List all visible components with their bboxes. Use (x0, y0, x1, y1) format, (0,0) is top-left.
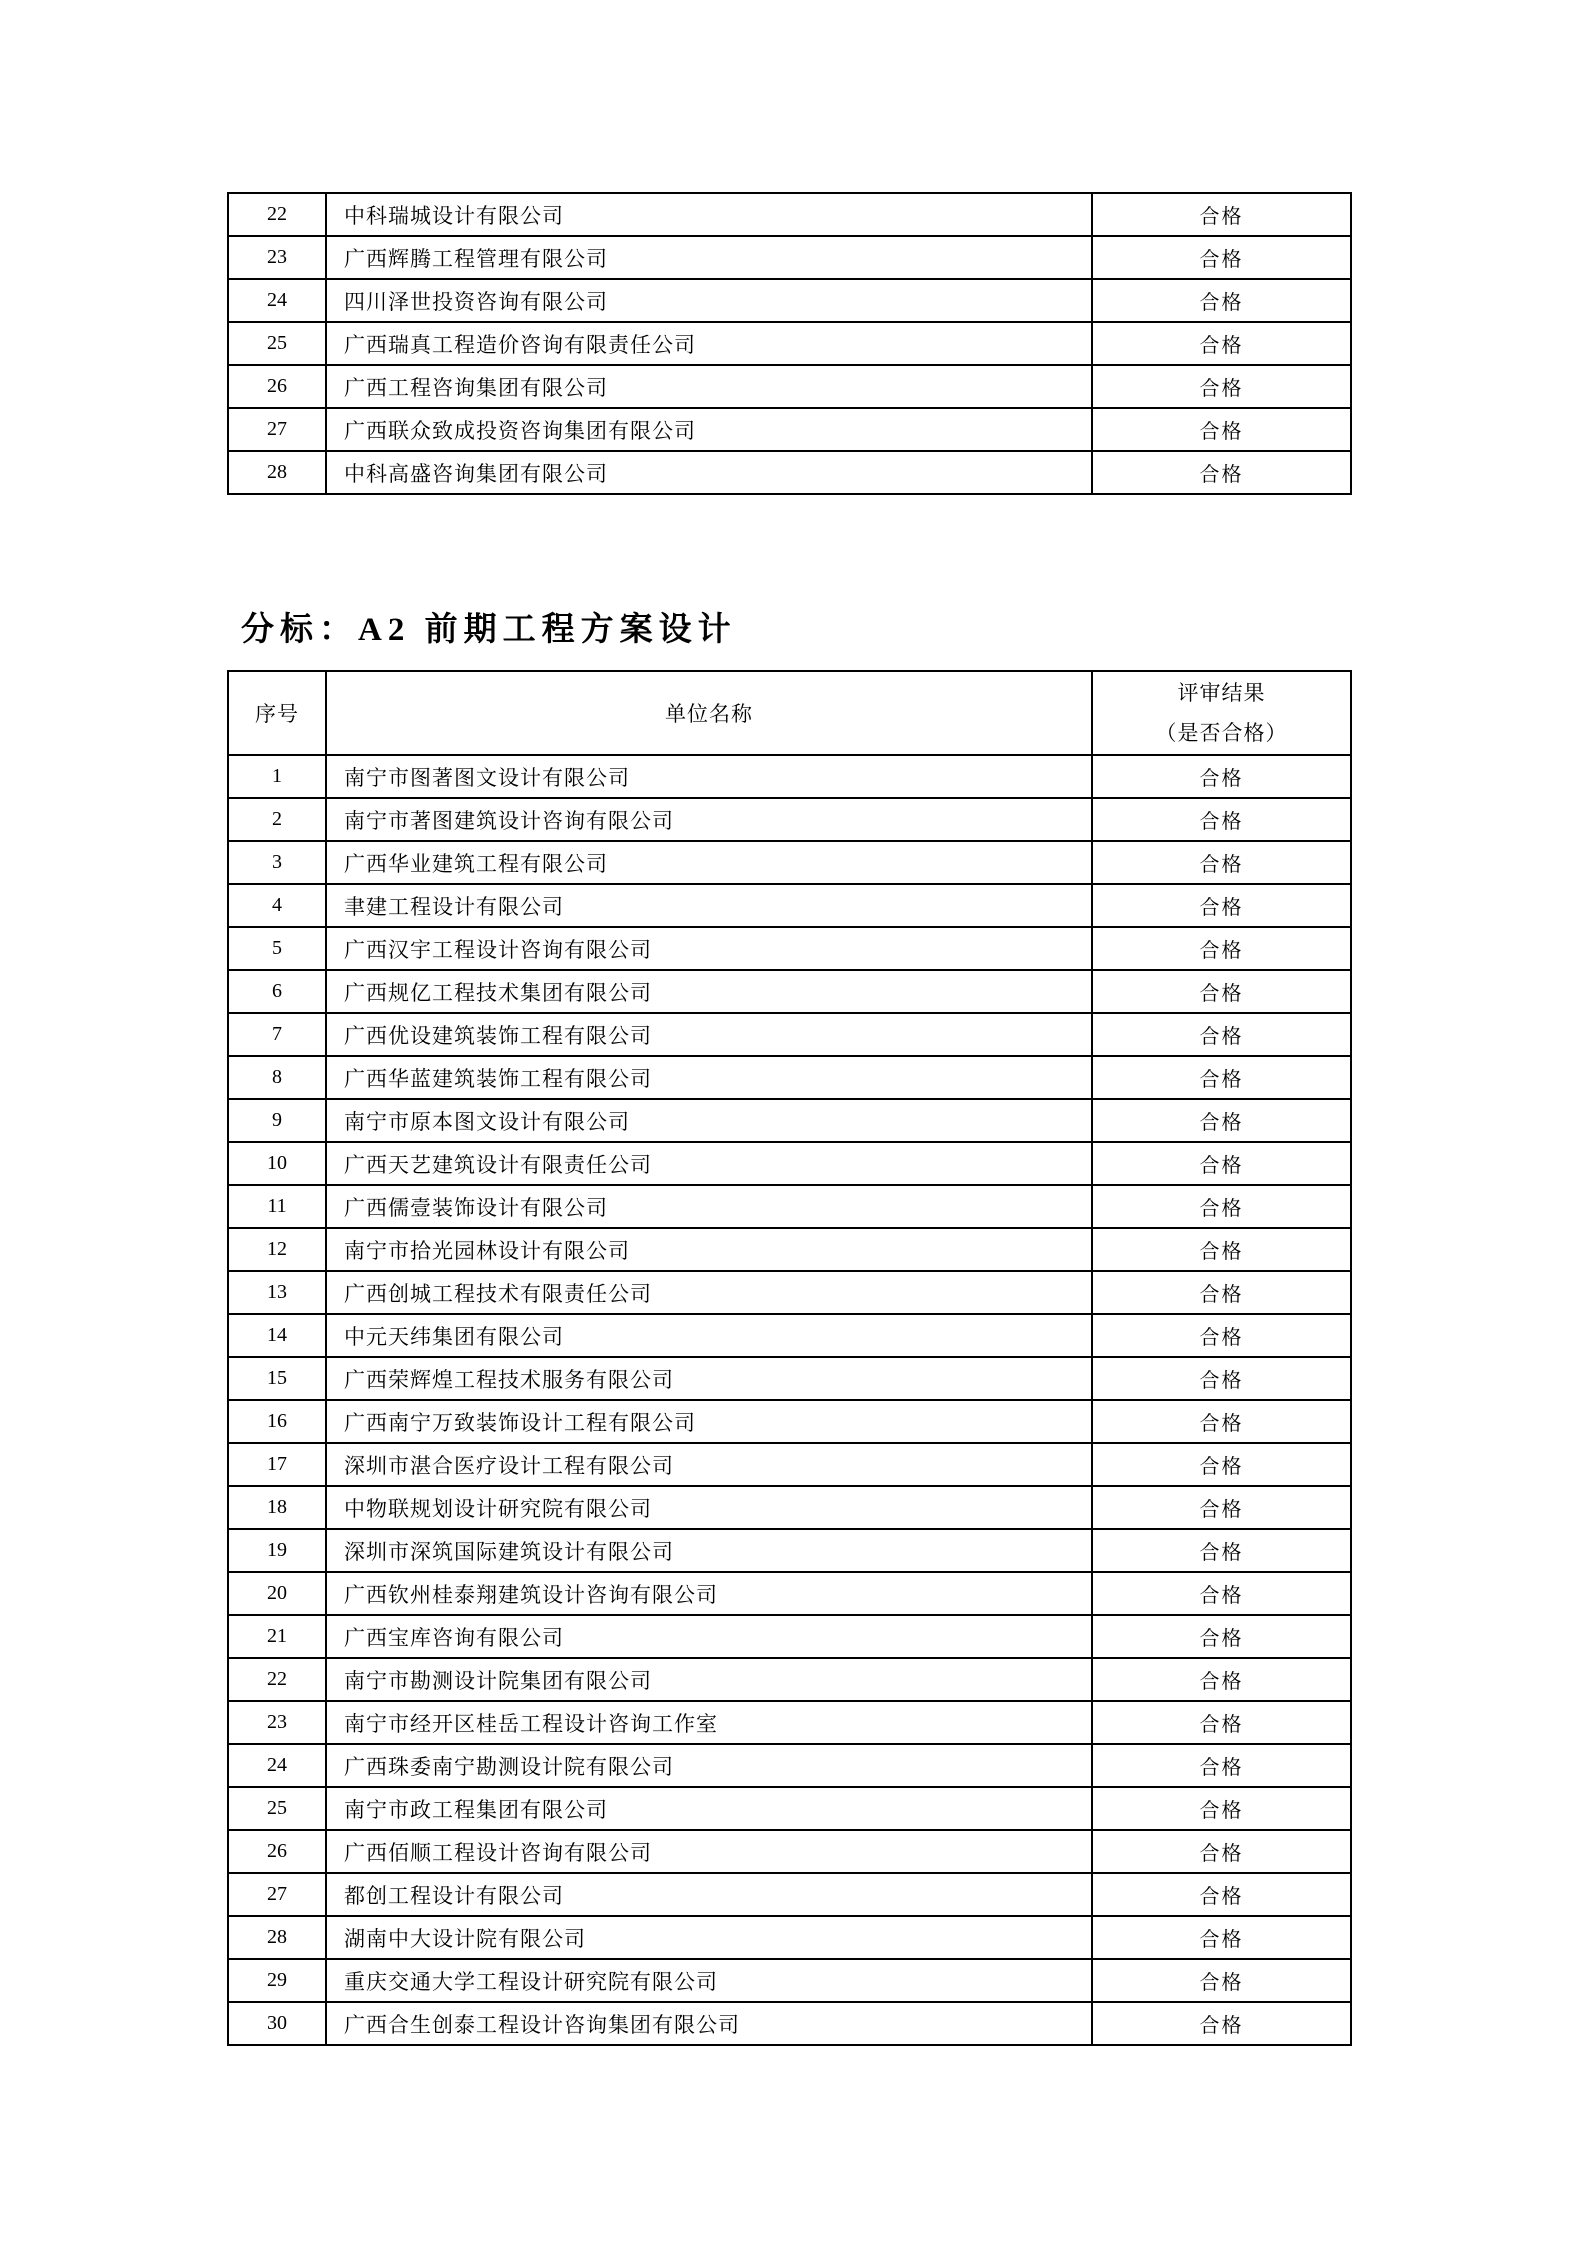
table-row (228, 1658, 1351, 1701)
table-row (228, 408, 1351, 451)
result-cell: 合格 (1092, 755, 1351, 798)
result-cell: 合格 (1092, 1615, 1351, 1658)
result-cell: 合格 (1092, 841, 1351, 884)
seq-cell: 27 (228, 1873, 326, 1916)
company-name-cell: 广西汉宇工程设计咨询有限公司 (326, 927, 1092, 970)
seq-cell: 20 (228, 1572, 326, 1615)
company-name-cell: 南宁市图著图文设计有限公司 (326, 755, 1092, 798)
company-name-cell: 中物联规划设计研究院有限公司 (326, 1486, 1092, 1529)
company-name-cell: 广西荣辉煌工程技术服务有限公司 (326, 1357, 1092, 1400)
seq-cell: 27 (228, 408, 326, 451)
seq-cell: 26 (228, 365, 326, 408)
seq-cell: 8 (228, 1056, 326, 1099)
table-row (228, 1830, 1351, 1873)
result-cell: 合格 (1092, 451, 1351, 494)
a2-results-table (227, 670, 1352, 2046)
a2-table-body (228, 755, 1351, 2045)
table-row (228, 755, 1351, 798)
continuation-table-body (228, 193, 1351, 494)
result-cell: 合格 (1092, 1013, 1351, 1056)
result-cell: 合格 (1092, 1873, 1351, 1916)
result-cell: 合格 (1092, 365, 1351, 408)
seq-cell: 10 (228, 1142, 326, 1185)
table-row (228, 322, 1351, 365)
company-name-cell: 南宁市经开区桂岳工程设计咨询工作室 (326, 1701, 1092, 1744)
company-name-cell: 中科瑞城设计有限公司 (326, 193, 1092, 236)
result-cell: 合格 (1092, 1959, 1351, 2002)
seq-cell: 9 (228, 1099, 326, 1142)
seq-cell: 22 (228, 193, 326, 236)
result-cell: 合格 (1092, 1271, 1351, 1314)
header-seq-number: 序号 (228, 671, 326, 755)
company-name-cell: 广西辉腾工程管理有限公司 (326, 236, 1092, 279)
result-cell: 合格 (1092, 1056, 1351, 1099)
table-row (228, 1013, 1351, 1056)
seq-cell: 29 (228, 1959, 326, 2002)
result-cell: 合格 (1092, 1744, 1351, 1787)
header-review-result-line1: 评审结果 (1177, 681, 1266, 705)
result-cell: 合格 (1092, 193, 1351, 236)
table-row (228, 1443, 1351, 1486)
seq-cell: 13 (228, 1271, 326, 1314)
table-row (228, 1314, 1351, 1357)
result-cell: 合格 (1092, 1658, 1351, 1701)
result-cell: 合格 (1092, 1228, 1351, 1271)
seq-cell: 11 (228, 1185, 326, 1228)
seq-cell: 25 (228, 322, 326, 365)
company-name-cell: 深圳市深筑国际建筑设计有限公司 (326, 1529, 1092, 1572)
company-name-cell: 广西珠委南宁勘测设计院有限公司 (326, 1744, 1092, 1787)
seq-cell: 12 (228, 1228, 326, 1271)
table-row (228, 1486, 1351, 1529)
company-name-cell: 广西华业建筑工程有限公司 (326, 841, 1092, 884)
seq-cell: 28 (228, 451, 326, 494)
table-row (228, 1271, 1351, 1314)
seq-cell: 25 (228, 1787, 326, 1830)
seq-cell: 21 (228, 1615, 326, 1658)
seq-cell: 24 (228, 1744, 326, 1787)
result-cell: 合格 (1092, 1529, 1351, 1572)
result-cell: 合格 (1092, 927, 1351, 970)
result-cell: 合格 (1092, 408, 1351, 451)
table-row (228, 1142, 1351, 1185)
result-cell: 合格 (1092, 322, 1351, 365)
company-name-cell: 南宁市政工程集团有限公司 (326, 1787, 1092, 1830)
company-name-cell: 广西联众致成投资咨询集团有限公司 (326, 408, 1092, 451)
table-row (228, 1228, 1351, 1271)
table-row (228, 1185, 1351, 1228)
result-cell: 合格 (1092, 1486, 1351, 1529)
header-company-name: 单位名称 (326, 671, 1092, 755)
company-name-cell: 广西规亿工程技术集团有限公司 (326, 970, 1092, 1013)
section-heading: 分标：A2 前期工程方案设计 (241, 612, 737, 648)
company-name-cell: 广西华蓝建筑装饰工程有限公司 (326, 1056, 1092, 1099)
company-name-cell: 广西儒壹装饰设计有限公司 (326, 1185, 1092, 1228)
seq-cell: 3 (228, 841, 326, 884)
company-name-cell: 广西工程咨询集团有限公司 (326, 365, 1092, 408)
seq-cell: 26 (228, 1830, 326, 1873)
header-review-result (1092, 671, 1351, 755)
seq-cell: 19 (228, 1529, 326, 1572)
table-row (228, 1615, 1351, 1658)
table-row (228, 1400, 1351, 1443)
seq-cell: 24 (228, 279, 326, 322)
table-row (228, 927, 1351, 970)
result-cell: 合格 (1092, 1185, 1351, 1228)
result-cell: 合格 (1092, 1572, 1351, 1615)
table-row (228, 1959, 1351, 2002)
result-cell: 合格 (1092, 884, 1351, 927)
table-row (228, 365, 1351, 408)
company-name-cell: 深圳市湛合医疗设计工程有限公司 (326, 1443, 1092, 1486)
company-name-cell: 南宁市拾光园林设计有限公司 (326, 1228, 1092, 1271)
seq-cell: 22 (228, 1658, 326, 1701)
seq-cell: 4 (228, 884, 326, 927)
seq-cell: 5 (228, 927, 326, 970)
company-name-cell: 重庆交通大学工程设计研究院有限公司 (326, 1959, 1092, 2002)
table-row (228, 884, 1351, 927)
result-cell: 合格 (1092, 1443, 1351, 1486)
seq-cell: 23 (228, 1701, 326, 1744)
table-row (228, 1529, 1351, 1572)
result-cell: 合格 (1092, 1357, 1351, 1400)
seq-cell: 2 (228, 798, 326, 841)
seq-cell: 16 (228, 1400, 326, 1443)
result-cell: 合格 (1092, 1314, 1351, 1357)
table-row (228, 798, 1351, 841)
seq-cell: 15 (228, 1357, 326, 1400)
result-cell: 合格 (1092, 1400, 1351, 1443)
company-name-cell: 广西合生创泰工程设计咨询集团有限公司 (326, 2002, 1092, 2045)
company-name-cell: 广西宝库咨询有限公司 (326, 1615, 1092, 1658)
table-row (228, 1916, 1351, 1959)
seq-cell: 1 (228, 755, 326, 798)
company-name-cell: 广西瑞真工程造价咨询有限责任公司 (326, 322, 1092, 365)
result-cell: 合格 (1092, 279, 1351, 322)
continuation-results-table (227, 192, 1352, 495)
company-name-cell: 聿建工程设计有限公司 (326, 884, 1092, 927)
company-name-cell: 广西优设建筑装饰工程有限公司 (326, 1013, 1092, 1056)
company-name-cell: 湖南中大设计院有限公司 (326, 1916, 1092, 1959)
company-name-cell: 中科高盛咨询集团有限公司 (326, 451, 1092, 494)
result-cell: 合格 (1092, 798, 1351, 841)
result-cell: 合格 (1092, 970, 1351, 1013)
result-cell: 合格 (1092, 1701, 1351, 1744)
seq-cell: 23 (228, 236, 326, 279)
a2-table-head (228, 671, 1351, 755)
company-name-cell: 广西佰顺工程设计咨询有限公司 (326, 1830, 1092, 1873)
table-row (228, 1056, 1351, 1099)
table-row (228, 1744, 1351, 1787)
table-row (228, 1701, 1351, 1744)
seq-cell: 28 (228, 1916, 326, 1959)
company-name-cell: 南宁市勘测设计院集团有限公司 (326, 1658, 1092, 1701)
company-name-cell: 都创工程设计有限公司 (326, 1873, 1092, 1916)
company-name-cell: 中元天纬集团有限公司 (326, 1314, 1092, 1357)
result-cell: 合格 (1092, 1099, 1351, 1142)
seq-cell: 7 (228, 1013, 326, 1056)
table-row (228, 279, 1351, 322)
table-row (228, 2002, 1351, 2045)
table-row (228, 1873, 1351, 1916)
table-row (228, 236, 1351, 279)
seq-cell: 30 (228, 2002, 326, 2045)
table-row (228, 1099, 1351, 1142)
company-name-cell: 南宁市著图建筑设计咨询有限公司 (326, 798, 1092, 841)
company-name-cell: 广西天艺建筑设计有限责任公司 (326, 1142, 1092, 1185)
table-row (228, 970, 1351, 1013)
company-name-cell: 南宁市原本图文设计有限公司 (326, 1099, 1092, 1142)
company-name-cell: 广西创城工程技术有限责任公司 (326, 1271, 1092, 1314)
seq-cell: 18 (228, 1486, 326, 1529)
seq-cell: 17 (228, 1443, 326, 1486)
result-cell: 合格 (1092, 1142, 1351, 1185)
result-cell: 合格 (1092, 236, 1351, 279)
table-row (228, 193, 1351, 236)
company-name-cell: 四川泽世投资咨询有限公司 (326, 279, 1092, 322)
seq-cell: 14 (228, 1314, 326, 1357)
table-row (228, 1357, 1351, 1400)
result-cell: 合格 (1092, 2002, 1351, 2045)
result-cell: 合格 (1092, 1830, 1351, 1873)
company-name-cell: 广西钦州桂泰翔建筑设计咨询有限公司 (326, 1572, 1092, 1615)
table-row (228, 1572, 1351, 1615)
result-cell: 合格 (1092, 1787, 1351, 1830)
header-review-result-line2: （是否合格） (1155, 721, 1288, 745)
table-row (228, 1787, 1351, 1830)
company-name-cell: 广西南宁万致装饰设计工程有限公司 (326, 1400, 1092, 1443)
result-cell: 合格 (1092, 1916, 1351, 1959)
table-row (228, 841, 1351, 884)
table-row (228, 451, 1351, 494)
a2-header-row (228, 671, 1351, 755)
seq-cell: 6 (228, 970, 326, 1013)
